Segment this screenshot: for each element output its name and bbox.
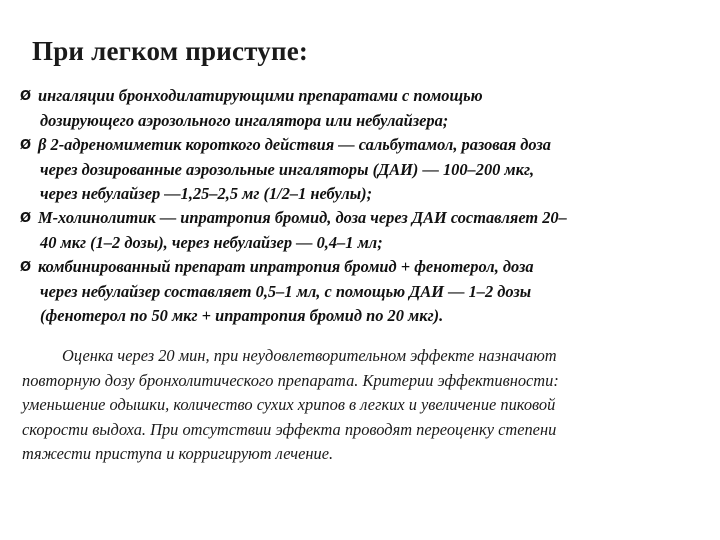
paragraph-line: повторную дозу бронхолитического препарата. Критерии эффективности: (22, 370, 559, 390)
bullet-text-line: комбинированный препарат ипратропия бромид + фенотерол, доза (38, 257, 534, 276)
arrow-bullet-icon: Ø (20, 138, 32, 153)
paragraph-line: скорости выдоха. При отсутствии эффекта проводят переоценку степени (22, 419, 557, 439)
bullet-item-combination (20, 255, 710, 328)
paragraph-line: уменьшение одышки, количество сухих хрипов в легких и увеличение пиковой (22, 395, 556, 414)
bullet-item-inhalation (20, 84, 710, 133)
arrow-bullet-icon: Ø (20, 89, 32, 104)
bullet-text-line: через дозированные аэрозольные ингаляторы (ДАИ) — 100–200 мкг, (40, 160, 535, 179)
bullet-text-line: через небулайзер —1,25–2,5 мг (1/2–1 небулы); (40, 184, 373, 203)
arrow-bullet-icon: Ø (20, 211, 32, 226)
bullet-text-line: 40 мкг (1–2 дозы), через небулайзер — 0,4–1 мл; (40, 233, 383, 252)
paragraph-line: Оценка через 20 мин, при неудовлетворительном эффекте назначают (62, 346, 557, 365)
bullet-text-line: через небулайзер составляет 0,5–1 мл, с помощью ДАИ — 1–2 дозы (40, 282, 532, 301)
bullet-text-line: β 2-адреномиметик короткого действия — сальбутамол, разовая доза (38, 135, 551, 154)
bullet-text-line: ингаляции бронходилатирующими препаратами с помощью (38, 86, 483, 105)
slide-title: При легком приступе: (32, 36, 309, 66)
bullet-list (20, 84, 710, 328)
paragraph-line: тяжести приступа и корригируют лечение. (22, 444, 334, 463)
bullet-item-beta2-agonist (20, 133, 710, 206)
arrow-bullet-icon: Ø (20, 260, 32, 275)
bullet-text-line: (фенотерол по 50 мкг + ипратропия бромид по 20 мкг). (40, 306, 444, 325)
bullet-item-anticholinergic (20, 206, 710, 255)
bullet-text-line: дозирующего аэрозольного ингалятора или небулайзера; (40, 111, 449, 130)
bullet-text-line: М-холинолитик — ипратропия бромид, доза через ДАИ составляет 20– (38, 208, 567, 227)
assessment-paragraph (22, 344, 698, 467)
